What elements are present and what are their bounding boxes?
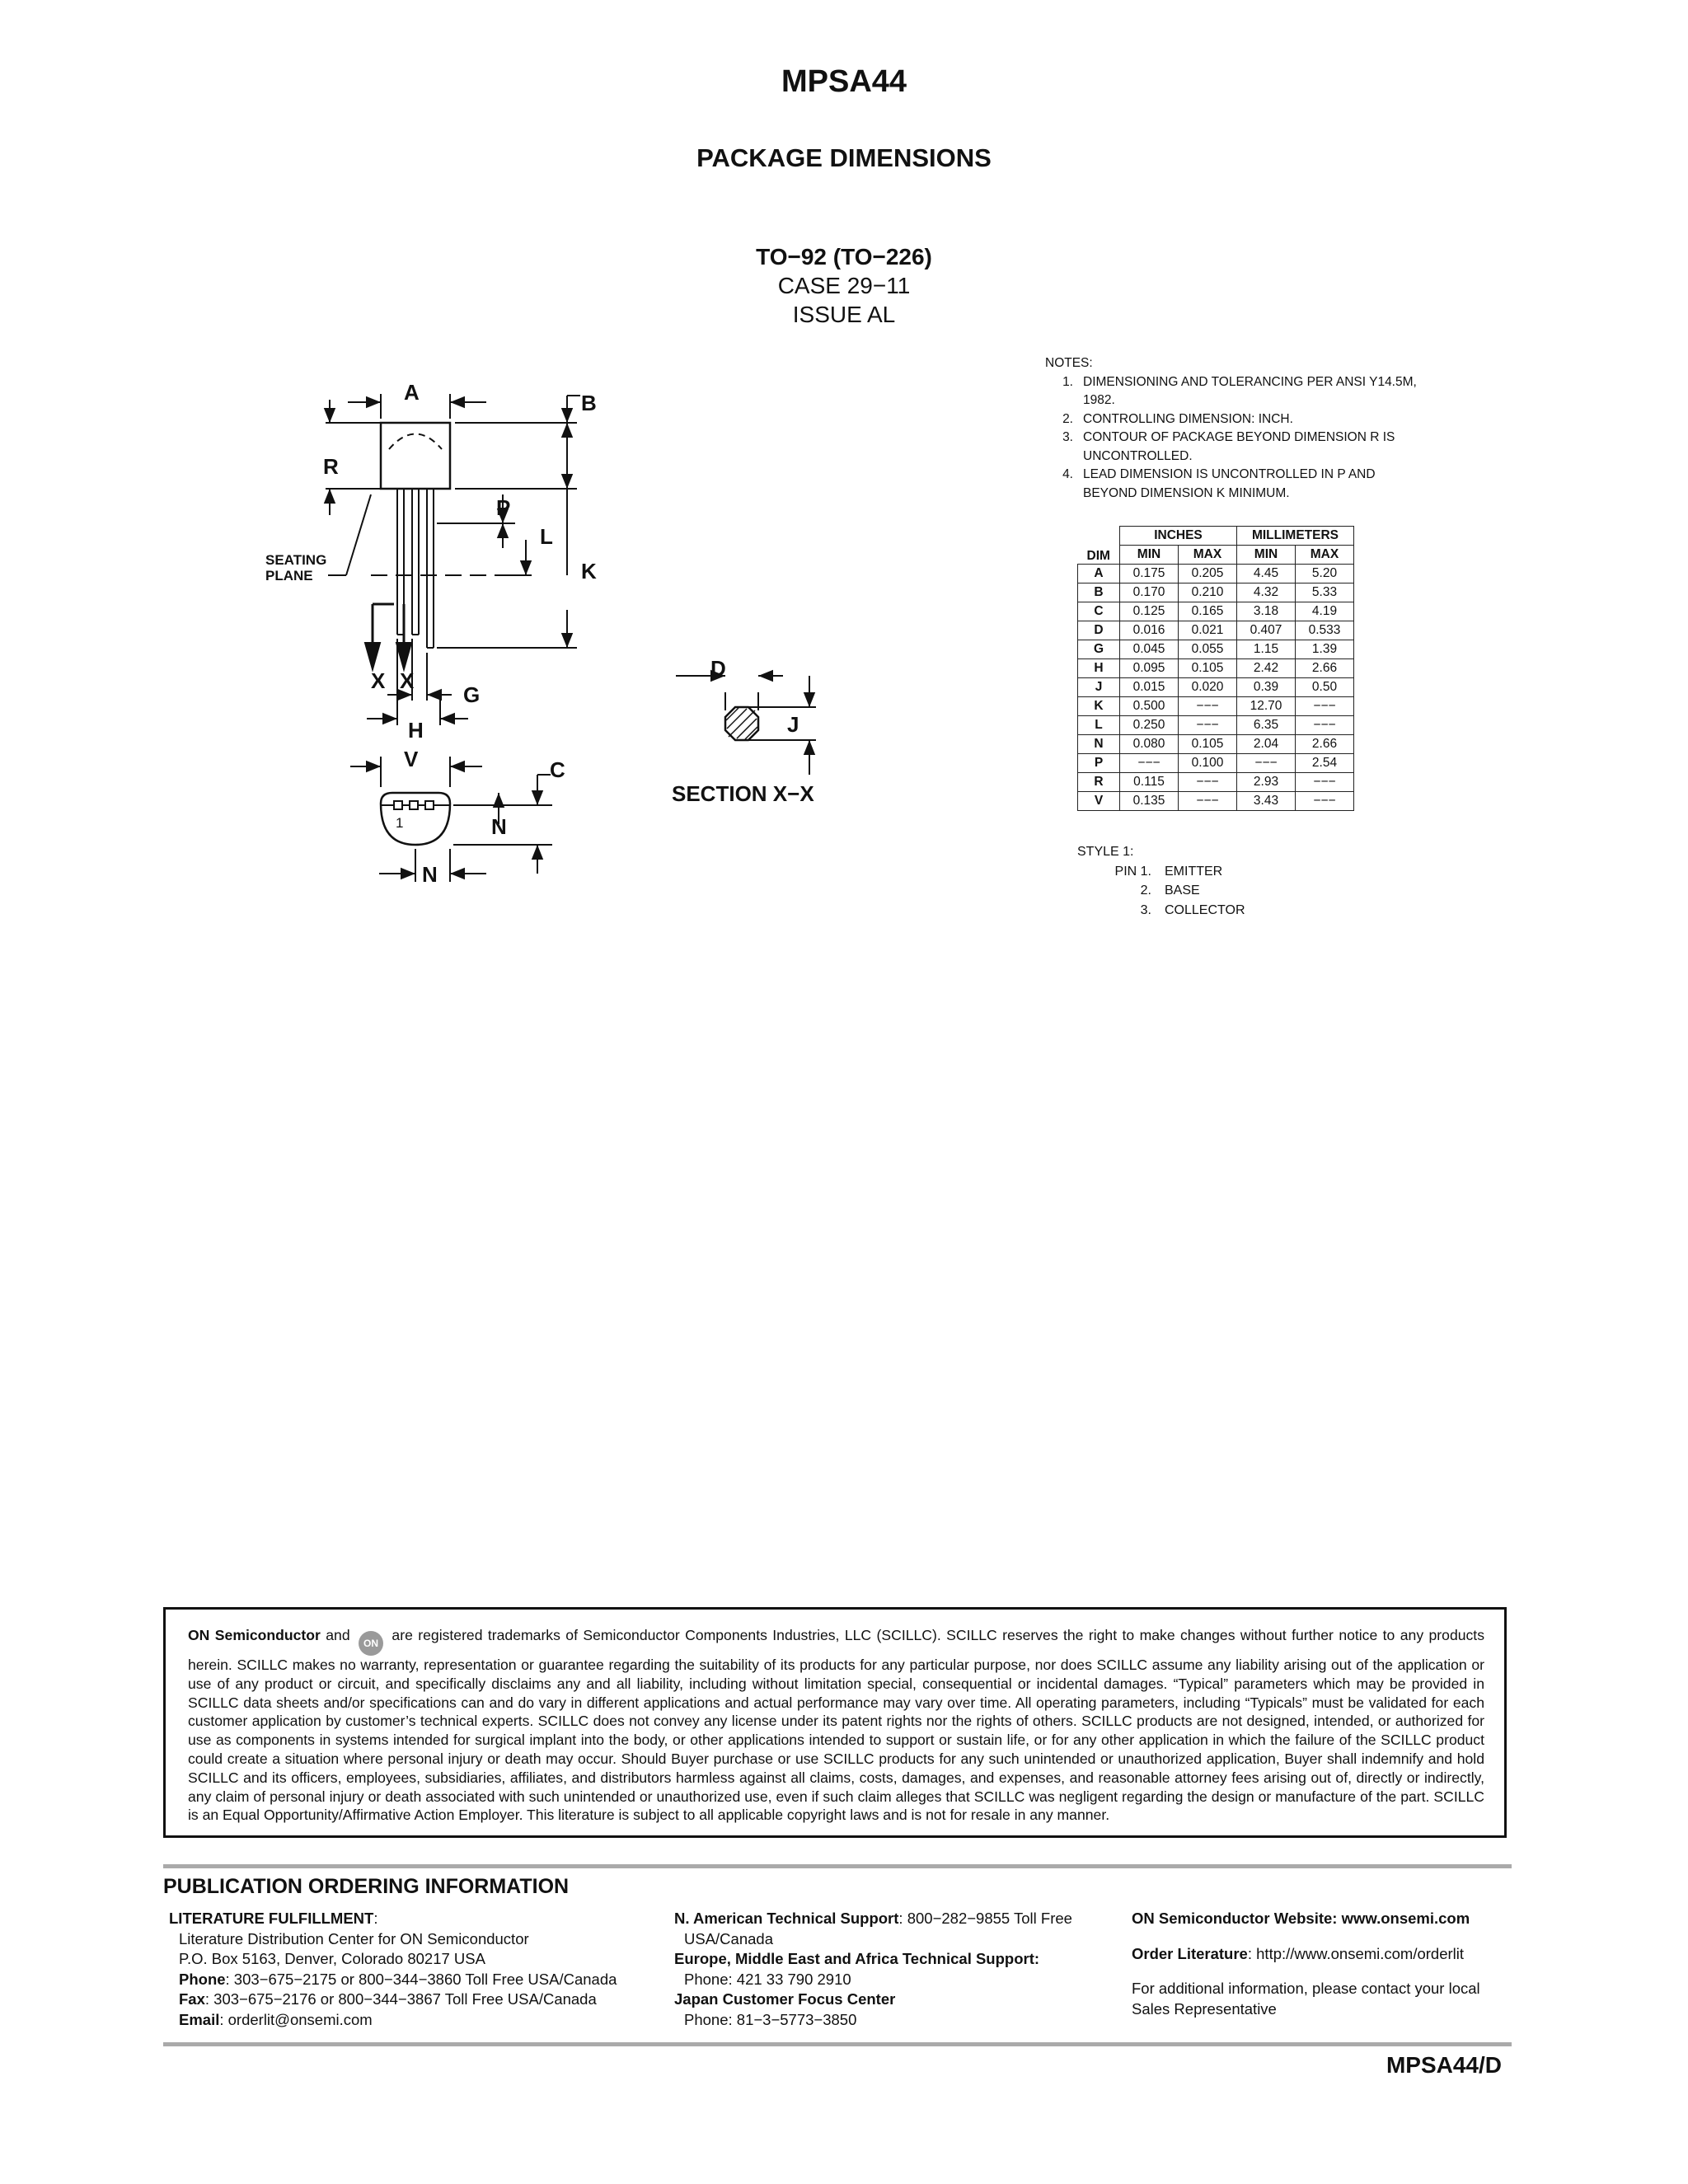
table-row <box>1078 602 1354 621</box>
cell-in-max: 0.105 <box>1179 659 1237 678</box>
dimension-table-body <box>1078 565 1354 811</box>
cell-in-min: 0.095 <box>1120 659 1179 678</box>
cell-dim: L <box>1078 716 1120 735</box>
dim-label-j: J <box>787 712 799 737</box>
col-group-inches: INCHES <box>1120 527 1237 546</box>
cell-in-max: 0.205 <box>1179 565 1237 583</box>
cell-mm-max: −−− <box>1296 716 1354 735</box>
document-number: MPSA44/D <box>1386 2052 1502 2078</box>
col-header-mm-min: MIN <box>1237 546 1296 565</box>
cell-dim: D <box>1078 621 1120 640</box>
table-row <box>1078 773 1354 792</box>
website-column: ON Semiconductor Website: www.onsemi.com Order Literature: http://www.onsemi.com/orderlit For additional information, please contact your local Sales Representative <box>1132 1910 1480 2018</box>
table-row <box>1078 659 1354 678</box>
cell-in-min: 0.016 <box>1120 621 1179 640</box>
dim-label-k: K <box>581 559 597 583</box>
cell-in-min: 0.115 <box>1120 773 1179 792</box>
cell-in-max: 0.021 <box>1179 621 1237 640</box>
pin-row: PIN 1. EMITTER <box>1114 864 1223 879</box>
cell-in-min: 0.500 <box>1120 697 1179 716</box>
section-title: PACKAGE DIMENSIONS <box>696 143 992 172</box>
dim-label-v: V <box>404 747 419 771</box>
divider <box>163 2042 1512 2046</box>
table-row <box>1078 792 1354 811</box>
cell-dim: H <box>1078 659 1120 678</box>
cell-mm-min: 2.42 <box>1237 659 1296 678</box>
cell-mm-max: 2.66 <box>1296 659 1354 678</box>
style-block <box>1077 842 1245 920</box>
cell-in-max: 0.100 <box>1179 754 1237 773</box>
table-row <box>1078 716 1354 735</box>
cell-dim: P <box>1078 754 1120 773</box>
package-body <box>381 423 450 489</box>
website-link[interactable]: www.onsemi.com <box>1341 1910 1470 1927</box>
cell-in-min: 0.125 <box>1120 602 1179 621</box>
col-header-in-max: MAX <box>1179 546 1237 565</box>
legal-disclaimer: ON Semiconductor and ON are registered trademarks of Semiconductor Components Industries, LLC (SCILLC). SCILLC reserves the right to make changes without further notice to any products herein. SCILLC makes no warranty, representation or guarantee regarding the suitability of its products for any particular purpose, nor does SCILLC assume any liability arising out of the application or use of any product or circuit, and specifically disclaims any and all liability, including without limitation special, consequential or incidental damages. “Typical” parameters which may be provided in SCILLC data sheets and/or specifications can and do vary in different applications and actual performance may vary over time. All operating parameters, including “Typicals” must be validated for each customer application by customer’s technical experts. SCILLC does not convey any license under its patent rights nor the rights of others. SCILLC products are not designed, intended, or authorized for use as components in systems intended for surgical implant into the body, or other applications intended to support or sustain life, or for any other application in which the failure of the SCILLC product could create a situation where personal injury or death may occur. Should Buyer purchase or use SCILLC products for any such unintended or unauthorized application, Buyer shall indemnify and hold SCILLC and its officers, employees, subsidiaries, affiliates, and distributors harmless against all claims, costs, damages, and expenses, and reasonable attorney fees arising out of, directly or indirectly, any claim of personal injury or death associated with such unintended or unauthorized use, even if such claim alleges that SCILLC was negligent regarding the design or manufacture of the part. SCILLC is an Equal Opportunity/Affirmative Action Employer. This literature is subject to all applicable copyright laws and is not for resale in any manner. <box>163 1607 1507 1838</box>
cell-mm-max: 1.39 <box>1296 640 1354 659</box>
cell-mm-min: 0.39 <box>1237 678 1296 697</box>
cell-in-min: 0.175 <box>1120 565 1179 583</box>
dim-label-n-horizontal: N <box>422 862 438 887</box>
style-heading: STYLE 1: <box>1077 845 1134 859</box>
cell-in-max: 0.020 <box>1179 678 1237 697</box>
package-case: CASE 29−11 <box>777 273 911 298</box>
cell-dim: K <box>1078 697 1120 716</box>
cell-in-min: 0.135 <box>1120 792 1179 811</box>
cell-in-max: 0.055 <box>1179 640 1237 659</box>
cell-mm-min: 3.18 <box>1237 602 1296 621</box>
cell-in-max: −−− <box>1179 697 1237 716</box>
document-title: MPSA44 <box>781 64 907 99</box>
notes-heading: NOTES: <box>1045 356 1093 370</box>
dim-label-g: G <box>463 682 481 707</box>
cell-in-max: −−− <box>1179 716 1237 735</box>
cell-in-min: 0.170 <box>1120 583 1179 602</box>
cell-in-max: 0.210 <box>1179 583 1237 602</box>
cell-in-min: 0.250 <box>1120 716 1179 735</box>
note-item: 4. LEAD DIMENSION IS UNCONTROLLED IN P AND BEYOND DIMENSION K MINIMUM. <box>1062 467 1376 500</box>
dim-label-a: A <box>404 380 420 405</box>
note-item: 3. CONTOUR OF PACKAGE BEYOND DIMENSION R IS UNCONTROLLED. <box>1062 430 1395 463</box>
cell-dim: R <box>1078 773 1120 792</box>
cell-mm-min: 2.93 <box>1237 773 1296 792</box>
order-literature-link[interactable]: : http://www.onsemi.com/orderlit <box>1247 1944 1465 1962</box>
cell-dim: B <box>1078 583 1120 602</box>
dim-label-p: P <box>496 495 511 520</box>
dim-label-b: B <box>581 391 597 415</box>
cell-mm-max: 5.20 <box>1296 565 1354 583</box>
cell-in-max: 0.105 <box>1179 735 1237 754</box>
package-drawing <box>247 363 874 890</box>
cell-mm-min: 0.407 <box>1237 621 1296 640</box>
cell-in-max: 0.165 <box>1179 602 1237 621</box>
cell-mm-min: 2.04 <box>1237 735 1296 754</box>
cell-mm-min: 4.45 <box>1237 565 1296 583</box>
cell-mm-max: 5.33 <box>1296 583 1354 602</box>
dim-label-l: L <box>540 524 553 549</box>
cell-mm-min: 6.35 <box>1237 716 1296 735</box>
cell-mm-min: −−− <box>1237 754 1296 773</box>
cell-dim: J <box>1078 678 1120 697</box>
table-row <box>1078 735 1354 754</box>
cell-mm-max: 2.66 <box>1296 735 1354 754</box>
table-row <box>1078 697 1354 716</box>
dim-label-c: C <box>550 757 565 782</box>
cell-dim: C <box>1078 602 1120 621</box>
dim-label-h: H <box>408 718 424 743</box>
col-group-millimeters: MILLIMETERS <box>1237 527 1354 546</box>
cell-in-min: 0.015 <box>1120 678 1179 697</box>
cell-mm-min: 12.70 <box>1237 697 1296 716</box>
note-item: 1. DIMENSIONING AND TOLERANCING PER ANSI Y14.5M, 1982. <box>1062 374 1417 407</box>
col-header-mm-max: MAX <box>1296 546 1354 565</box>
section-xx-label: SECTION X−X <box>672 781 814 806</box>
package-issue: ISSUE AL <box>792 302 896 327</box>
notes-block <box>1045 354 1432 503</box>
dim-label-n-vertical: N <box>491 814 507 839</box>
dim-label-r: R <box>323 454 339 479</box>
publication-title: PUBLICATION ORDERING INFORMATION <box>163 1875 570 1898</box>
pin-row: 3. COLLECTOR <box>1140 902 1245 917</box>
package-name: TO−92 (TO−226) <box>756 244 932 269</box>
cell-dim: A <box>1078 565 1120 583</box>
table-row <box>1078 621 1354 640</box>
cell-in-max: −−− <box>1179 773 1237 792</box>
pin-row: 2. BASE <box>1140 883 1200 898</box>
cell-mm-max: 2.54 <box>1296 754 1354 773</box>
col-header-dim: DIM <box>1078 527 1120 565</box>
table-row <box>1078 678 1354 697</box>
table-row <box>1078 754 1354 773</box>
on-semiconductor-logo-icon: ON <box>359 1631 383 1656</box>
cell-mm-max: 4.19 <box>1296 602 1354 621</box>
dimension-table <box>1077 526 1354 811</box>
cell-mm-max: −−− <box>1296 697 1354 716</box>
disclaimer-brand: ON Semiconductor <box>188 1627 321 1643</box>
support-column: N. American Technical Support: 800−282−9855 Toll Free USA/Canada Europe, Middle East and Africa Technical Support: Phone: 421 33 790 2910 Japan Customer Focus Center Phone: 81−3−5773−3850 <box>674 1910 1072 2028</box>
cell-in-min: 0.045 <box>1120 640 1179 659</box>
note-item: 2. CONTROLLING DIMENSION: INCH. <box>1062 411 1293 426</box>
cell-in-min: −−− <box>1120 754 1179 773</box>
cell-dim: G <box>1078 640 1120 659</box>
cell-in-min: 0.080 <box>1120 735 1179 754</box>
table-row <box>1078 565 1354 583</box>
cell-dim: N <box>1078 735 1120 754</box>
seating-plane-label-1: SEATING <box>265 552 327 568</box>
col-header-in-min: MIN <box>1120 546 1179 565</box>
cell-dim: V <box>1078 792 1120 811</box>
table-row <box>1078 583 1354 602</box>
cell-mm-min: 3.43 <box>1237 792 1296 811</box>
cell-in-max: −−− <box>1179 792 1237 811</box>
divider <box>163 1864 1512 1868</box>
cell-mm-max: 0.533 <box>1296 621 1354 640</box>
section-mark-x-left: X <box>371 668 386 693</box>
literature-column: LITERATURE FULFILLMENT: Literature Distribution Center for ON Semiconductor P.O. Box 5163, Denver, Colorado 80217 USA Phone: 303−675−2175 or 800−344−3860 Toll Free USA/Canada Fax: 303−675−2176 or 800−344−3867 Toll Free USA/Canada Email: orderlit@onsemi.com <box>169 1910 617 2028</box>
email-link[interactable]: : orderlit@onsemi.com <box>219 2010 373 2028</box>
seating-plane-label-2: PLANE <box>265 568 313 583</box>
disclaimer-text: are registered trademarks of Semiconductor Components Industries, LLC (SCILLC). SCILLC reserves the right to make changes without further notice to any products herein. SCILLC makes no warranty, representation or guarantee regarding the suitability of its products for any particular purpose, nor does SCILLC assume any liability arising out of the application or use of any product or circuit, and specifically disclaims any and all liability, including without limitation special, consequential or incidental damages. “Typical” parameters which may be provided in SCILLC data sheets and/or specifications can and do vary in different applications and actual performance may vary over time. All operating parameters, including “Typicals” must be validated for each customer application by customer’s technical experts. SCILLC does not convey any license under its patent rights nor the rights of others. SCILLC products are not designed, intended, or authorized for use as components in systems intended for surgical implant into the body, or other applications intended to support or sustain life, or for any other application in which the failure of the SCILLC product could create a situation where personal injury or death may occur. Should Buyer purchase or use SCILLC products for any such unintended or unauthorized application, Buyer shall indemnify and hold SCILLC and its officers, employees, subsidiaries, affiliates, and distributors harmless against all claims, costs, damages, and expenses, and reasonable attorney fees arising out of, directly or indirectly, any claim of personal injury or death associated with such unintended or unauthorized use, even if such claim alleges that SCILLC was negligent regarding the design or manufacture of the part. SCILLC is an Equal Opportunity/Affirmative Action Employer. This literature is subject to all applicable copyright laws and is not for resale in any manner. <box>188 1627 1484 1824</box>
cell-mm-min: 1.15 <box>1237 640 1296 659</box>
pin1-label: 1 <box>396 815 404 831</box>
cell-mm-max: 0.50 <box>1296 678 1354 697</box>
cell-mm-max: −−− <box>1296 773 1354 792</box>
table-row <box>1078 640 1354 659</box>
cell-mm-min: 4.32 <box>1237 583 1296 602</box>
dim-label-d: D <box>710 656 726 681</box>
cell-mm-max: −−− <box>1296 792 1354 811</box>
section-mark-x-right: X <box>400 668 415 693</box>
